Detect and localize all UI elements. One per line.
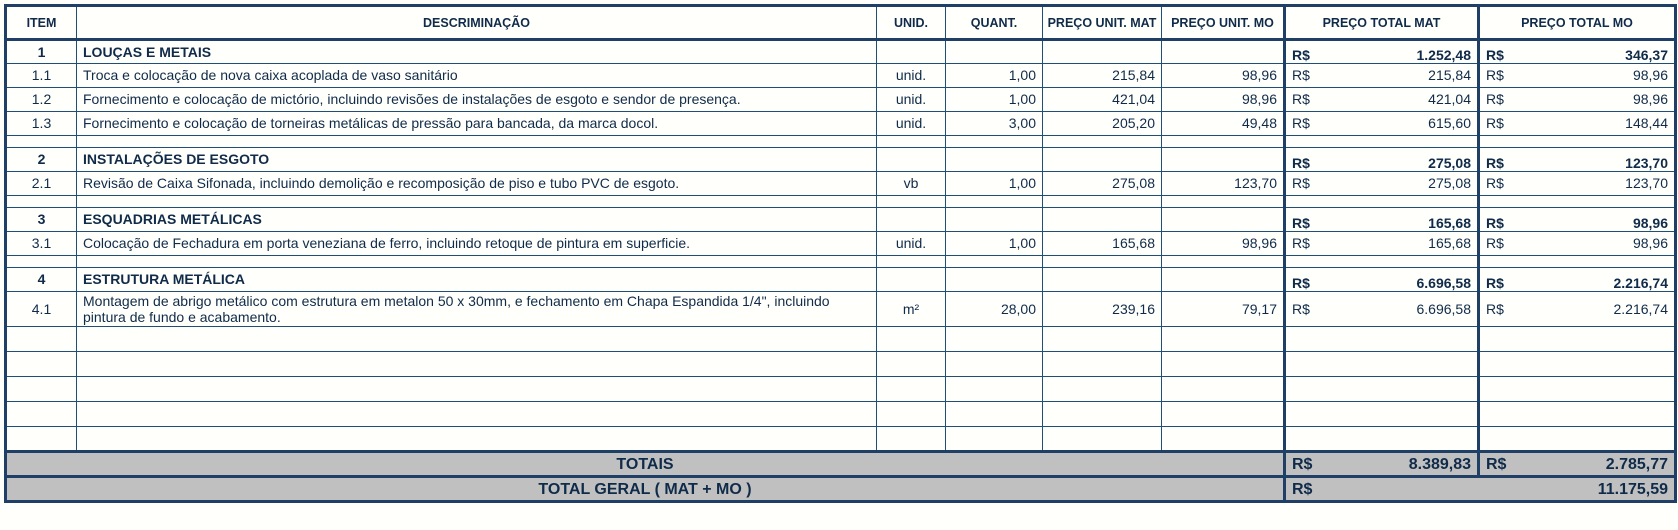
- row-quant: 1,00: [946, 64, 1043, 88]
- header-item: ITEM: [6, 6, 77, 40]
- empty-row: [6, 377, 1676, 402]
- row-unit-mo: 79,17: [1162, 292, 1285, 327]
- row-unid: unid.: [877, 232, 946, 256]
- header-quant: QUANT.: [946, 6, 1043, 40]
- header-preco-unit-mat: PREÇO UNIT. MAT: [1043, 6, 1162, 40]
- row-unit-mo: 123,70: [1162, 172, 1285, 196]
- section-title: ESQUADRIAS METÁLICAS: [77, 208, 877, 232]
- header-preco-unit-mo: PREÇO UNIT. MO: [1162, 6, 1285, 40]
- row-unit-mat: 275,08: [1043, 172, 1162, 196]
- section-row: [6, 208, 1676, 232]
- row-quant: 28,00: [946, 292, 1043, 327]
- grand-total-label: TOTAL GERAL ( MAT + MO ): [6, 477, 1285, 502]
- row-quant: 1,00: [946, 232, 1043, 256]
- row-item: 1.3: [6, 112, 77, 136]
- empty-row: [6, 402, 1676, 427]
- section-total-mo: R$ 2.216,74: [1479, 268, 1676, 292]
- row-descr: Colocação de Fechadura em porta veneziana de ferro, incluindo retoque de pintura em superficie.: [77, 232, 877, 256]
- row-quant: 3,00: [946, 112, 1043, 136]
- row-descr: Montagem de abrigo metálico com estrutura em metalon 50 x 30mm, e fechamento em Chapa Espandida 1/4", incluindo pintura de fundo e acabamento.: [77, 292, 877, 327]
- row-item: 1.2: [6, 88, 77, 112]
- section-item: 3: [6, 208, 77, 232]
- section-row: [6, 40, 1676, 64]
- row-descr: Fornecimento e colocação de mictório, incluindo revisões de instalações de esgoto e sendor de presença.: [77, 88, 877, 112]
- row-unid: unid.: [877, 64, 946, 88]
- row-unit-mat: 165,68: [1043, 232, 1162, 256]
- row-total-mat: R$ 6.696,58: [1285, 292, 1479, 327]
- row-unid: unid.: [877, 88, 946, 112]
- row-unit-mat: 215,84: [1043, 64, 1162, 88]
- section-title: INSTALAÇÕES DE ESGOTO: [77, 148, 877, 172]
- row-unit-mat: 205,20: [1043, 112, 1162, 136]
- row-unit-mat: 421,04: [1043, 88, 1162, 112]
- table-row: [6, 112, 1676, 136]
- header-row: [6, 6, 1676, 40]
- row-total-mat: R$ 165,68: [1285, 232, 1479, 256]
- row-unit-mo: 49,48: [1162, 112, 1285, 136]
- empty-row: [6, 352, 1676, 377]
- row-unit-mat: 239,16: [1043, 292, 1162, 327]
- section-total-mo: R$ 123,70: [1479, 148, 1676, 172]
- row-descr: Troca e colocação de nova caixa acoplada de vaso sanitário: [77, 64, 877, 88]
- section-item: 2: [6, 148, 77, 172]
- row-total-mat: R$ 615,60: [1285, 112, 1479, 136]
- row-descr: Revisão de Caixa Sifonada, incluindo demolição e recomposição de piso e tubo PVC de esgoto.: [77, 172, 877, 196]
- row-total-mo: R$ 148,44: [1479, 112, 1676, 136]
- grand-total-row: [6, 477, 1676, 502]
- row-unit-mo: 98,96: [1162, 232, 1285, 256]
- totals-mat: R$ 8.389,83: [1285, 452, 1479, 477]
- row-item: 2.1: [6, 172, 77, 196]
- row-total-mat: R$ 215,84: [1285, 64, 1479, 88]
- totals-mo: R$ 2.785,77: [1479, 452, 1676, 477]
- row-quant: 1,00: [946, 88, 1043, 112]
- row-item: 4.1: [6, 292, 77, 327]
- row-item: 3.1: [6, 232, 77, 256]
- spacer-row: [6, 136, 1676, 148]
- section-total-mat: R$ 165,68: [1285, 208, 1479, 232]
- empty-row: [6, 427, 1676, 452]
- row-total-mo: R$ 2.216,74: [1479, 292, 1676, 327]
- section-total-mo: R$ 98,96: [1479, 208, 1676, 232]
- header-descr: DESCRIMINAÇÃO: [77, 6, 877, 40]
- totals-row: [6, 452, 1676, 477]
- section-title: ESTRUTURA METÁLICA: [77, 268, 877, 292]
- header-unid: UNID.: [877, 6, 946, 40]
- section-total-mat: R$ 6.696,58: [1285, 268, 1479, 292]
- table-row: [6, 292, 1676, 327]
- section-title: LOUÇAS E METAIS: [77, 40, 877, 64]
- section-total-mat: R$ 1.252,48: [1285, 40, 1479, 64]
- row-item: 1.1: [6, 64, 77, 88]
- section-item: 4: [6, 268, 77, 292]
- table-row: [6, 88, 1676, 112]
- row-total-mo: R$ 98,96: [1479, 232, 1676, 256]
- row-unit-mo: 98,96: [1162, 64, 1285, 88]
- grand-total-value: R$ 11.175,59: [1285, 477, 1676, 502]
- header-preco-total-mo: PREÇO TOTAL MO: [1479, 6, 1676, 40]
- header-preco-total-mat: PREÇO TOTAL MAT: [1285, 6, 1479, 40]
- row-total-mo: R$ 98,96: [1479, 88, 1676, 112]
- empty-row: [6, 327, 1676, 352]
- currency-label: R$: [1292, 47, 1310, 63]
- budget-table: [4, 4, 1677, 503]
- section-total-mat: R$ 275,08: [1285, 148, 1479, 172]
- section-row: [6, 148, 1676, 172]
- row-descr: Fornecimento e colocação de torneiras metálicas de pressão para bancada, da marca docol.: [77, 112, 877, 136]
- spacer-row: [6, 196, 1676, 208]
- section-item: 1: [6, 40, 77, 64]
- row-total-mat: R$ 421,04: [1285, 88, 1479, 112]
- currency-label: R$: [1486, 47, 1504, 63]
- section-total-mo: R$ 346,37: [1479, 40, 1676, 64]
- totals-label: TOTAIS: [6, 452, 1285, 477]
- row-unit-mo: 98,96: [1162, 88, 1285, 112]
- table-row: [6, 172, 1676, 196]
- row-unid: m²: [877, 292, 946, 327]
- spacer-row: [6, 256, 1676, 268]
- row-unid: vb: [877, 172, 946, 196]
- row-total-mo: R$ 123,70: [1479, 172, 1676, 196]
- section-row: [6, 268, 1676, 292]
- table-row: [6, 232, 1676, 256]
- row-total-mat: R$ 275,08: [1285, 172, 1479, 196]
- table-row: [6, 64, 1676, 88]
- row-total-mo: R$ 98,96: [1479, 64, 1676, 88]
- row-unid: unid.: [877, 112, 946, 136]
- row-quant: 1,00: [946, 172, 1043, 196]
